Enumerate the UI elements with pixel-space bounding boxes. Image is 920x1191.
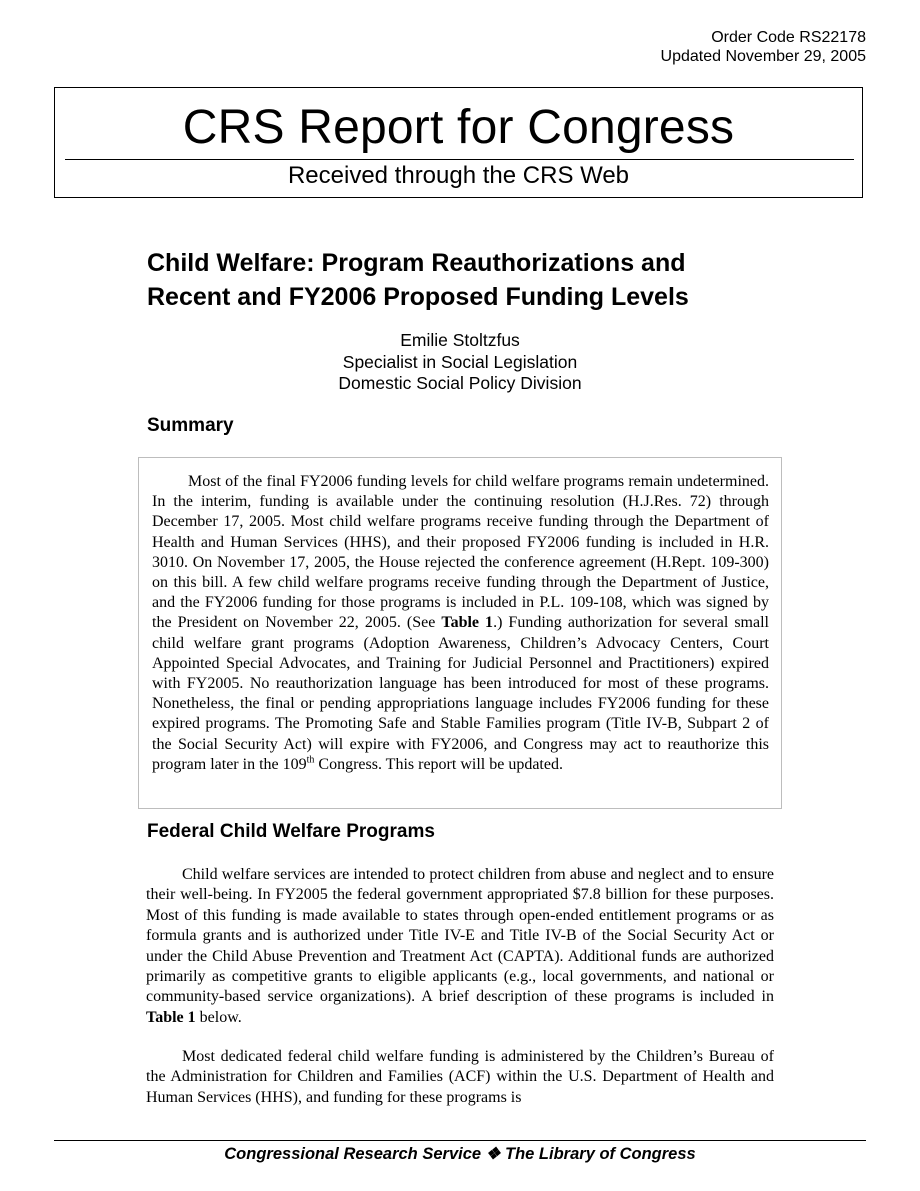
summary-heading: Summary <box>147 415 234 436</box>
report-title-line-2: Recent and FY2006 Proposed Funding Levels <box>147 283 689 311</box>
order-code-block <box>661 28 866 66</box>
summary-text-part-2: .) Funding authorization for several small child welfare grant programs (Adoption Awareness, Children’s Advocacy Centers, Court Appointed Special Advocates, and Training for Judicial Personnel and Practitioners) expired with FY2005. No reauthorization language has been introduced for most of these programs. Nonetheless, the final or pending appropriations language includes FY2006 funding for these expired programs. The Promoting Safe and Stable Families program (Title IV-B, Subpart 2 of the Social Security Act) will expire with FY2006, and Congress may act to reauthorize this program later in the 109 <box>152 614 769 773</box>
author-name: Emilie Stoltzfus <box>400 330 520 350</box>
paragraph-1-table-ref: Table 1 <box>146 1008 196 1026</box>
summary-superscript: th <box>306 754 315 766</box>
body-paragraph-1 <box>146 865 774 1028</box>
section-heading: Federal Child Welfare Programs <box>147 821 435 842</box>
body-paragraph-2: Most dedicated federal child welfare funding is administered by the Children’s Bureau of the Administration for Children and Families (ACF) within the U.S. Department of Health and Human Services (HHS), and funding for these programs is <box>146 1048 774 1106</box>
order-code: Order Code RS22178 <box>711 29 866 46</box>
author-division: Domestic Social Policy Division <box>338 373 582 393</box>
author-block <box>146 330 774 395</box>
summary-text-part-1: Most of the final FY2006 funding levels for child welfare programs remain undetermined. In the interim, funding is available under the continuing resolution (H.J.Res. 72) through December 17, 2005. Most child welfare programs receive funding through the Department of Health and Human Services (HHS), and their proposed FY2006 funding is included in H.R. 3010. On November 17, 2005, the House rejected the conference agreement (H.Rept. 109-300) on this bill. A few child welfare programs receive funding through the Department of Justice, and the FY2006 funding for those programs is included in P.L. 109-108, which was signed by the President on November 22, 2005. (See <box>152 473 769 632</box>
summary-table-ref: Table 1 <box>441 614 494 632</box>
updated-date: Updated November 29, 2005 <box>660 48 866 65</box>
paragraph-1-part-1: Child welfare services are intended to protect children from abuse and neglect and to ensure their well-being. In FY2005 the federal government appropriated $7.8 billion for these purposes. Most of this funding is made available to states through open-ended entitlement programs or as formula grants and is authorized under Title IV-E and Title IV-B of the Social Security Act or under the Child Abuse Prevention and Treatment Act (CAPTA). Additional funds are authorized primarily as competitive grants to eligible applicants (e.g., local governments, and national or community-based service organizations). A brief description of these programs is included in <box>146 866 774 1006</box>
report-title <box>147 246 827 314</box>
masthead-subtitle: Received through the CRS Web <box>287 162 630 189</box>
footer-divider <box>54 1140 866 1141</box>
report-title-line-1: Child Welfare: Program Reauthorizations and <box>147 249 686 277</box>
summary-text <box>152 472 769 775</box>
summary-box <box>138 457 782 809</box>
page-footer: Congressional Research Service ❖ The Library of Congress <box>224 1145 696 1163</box>
masthead-title: CRS Report for Congress <box>182 101 735 154</box>
masthead <box>54 87 863 198</box>
paragraph-1-part-2: below. <box>195 1008 242 1026</box>
summary-text-part-3: Congress. This report will be updated. <box>314 755 563 773</box>
masthead-divider <box>65 159 854 160</box>
author-title: Specialist in Social Legislation <box>342 351 578 372</box>
